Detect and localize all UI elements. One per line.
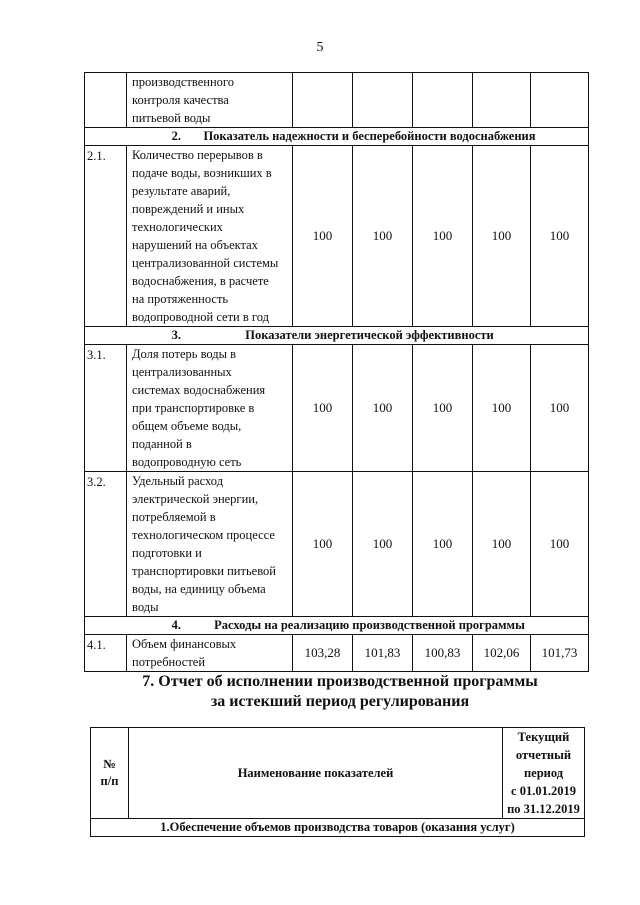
- value-cell: [413, 73, 473, 128]
- text-line: централизованных: [132, 365, 232, 379]
- table-row: [85, 472, 589, 617]
- text-line: электрической энергии,: [132, 492, 259, 506]
- header-line: по 31.12.2019: [507, 802, 580, 816]
- indicator-name-cell: [127, 73, 293, 128]
- column-header-number: [91, 728, 129, 819]
- value-cell: [353, 73, 413, 128]
- column-header-name: Наименование показателей: [129, 728, 503, 819]
- text-line: подготовки и: [132, 546, 202, 560]
- indicator-name-cell: [127, 345, 293, 472]
- table-row: [85, 345, 589, 472]
- value-cell: 101,83: [353, 635, 413, 672]
- header-line: с 01.01.2019: [511, 784, 576, 798]
- section-header-row: [91, 819, 585, 837]
- table-header-row: [91, 728, 585, 819]
- value-cell: 100: [473, 472, 531, 617]
- text-line: результате аварий,: [132, 184, 231, 198]
- text-line: Удельный расход: [132, 474, 224, 488]
- row-number-cell: 4.1.: [85, 635, 127, 672]
- text-line: централизованной системы: [132, 256, 279, 270]
- text-line: водопроводной сети в год: [132, 310, 269, 324]
- text-line: общем объеме воды,: [132, 419, 242, 433]
- value-cell: 100: [353, 146, 413, 327]
- text-line: Количество перерывов в: [132, 148, 263, 162]
- text-line: производственного: [132, 75, 234, 89]
- indicators-table: [84, 72, 589, 672]
- value-cell: [293, 73, 353, 128]
- section-title: Показатель надежности и бесперебойности водоснабжения: [203, 129, 536, 143]
- text-line: Доля потерь воды в: [132, 347, 237, 361]
- indicator-name-cell: [127, 472, 293, 617]
- text-line: технологическом процессе: [132, 528, 275, 542]
- section-header-cell: 1.Обеспечение объемов производства товаров (оказания услуг): [91, 819, 585, 837]
- text-line: потребностей: [132, 655, 206, 669]
- section-number: 2.: [171, 129, 181, 143]
- row-number-cell: [85, 73, 127, 128]
- section-number: 4.: [171, 618, 181, 632]
- text-line: водопроводную сеть: [132, 455, 242, 469]
- value-cell: 100: [293, 345, 353, 472]
- text-line: нарушений на объектах: [132, 238, 258, 252]
- header-line: п/п: [100, 774, 119, 788]
- value-cell: [531, 73, 589, 128]
- value-cell: 100: [293, 146, 353, 327]
- value-cell: 101,73: [531, 635, 589, 672]
- section-title: Показатели энергетической эффективности: [245, 328, 494, 342]
- indicator-name-cell: [127, 146, 293, 327]
- text-line: транспортировки питьевой: [132, 564, 276, 578]
- text-line: подаче воды, возникших в: [132, 166, 272, 180]
- header-line: Текущий: [517, 730, 570, 744]
- text-line: водоснабжения, в расчете: [132, 274, 269, 288]
- section-header-row: [85, 128, 589, 146]
- text-line: повреждений и иных: [132, 202, 245, 216]
- value-cell: 103,28: [293, 635, 353, 672]
- section-title: Расходы на реализацию производственной программы: [214, 618, 525, 632]
- text-line: при транспортировке в: [132, 401, 255, 415]
- value-cell: 100: [353, 472, 413, 617]
- value-cell: 100: [353, 345, 413, 472]
- text-line: Объем финансовых: [132, 637, 237, 651]
- section-header-cell: [85, 327, 589, 345]
- heading-line: за истекший период регулирования: [210, 693, 470, 710]
- row-number-cell: 2.1.: [85, 146, 127, 327]
- section-header-cell: [85, 128, 589, 146]
- table-row: [85, 73, 589, 128]
- report-table: [90, 727, 585, 837]
- text-line: питьевой воды: [132, 111, 211, 125]
- page-number: 5: [316, 40, 324, 55]
- text-line: контроля качества: [132, 93, 229, 107]
- text-line: на протяженность: [132, 292, 229, 306]
- value-cell: 100: [473, 146, 531, 327]
- value-cell: 100: [413, 146, 473, 327]
- value-cell: 100: [531, 146, 589, 327]
- text-line: технологических: [132, 220, 223, 234]
- indicator-name-cell: [127, 635, 293, 672]
- value-cell: [473, 73, 531, 128]
- header-line: №: [103, 757, 116, 771]
- value-cell: 100: [293, 472, 353, 617]
- section-number: 3.: [171, 328, 181, 342]
- text-line: поданной в: [132, 437, 192, 451]
- value-cell: 100: [473, 345, 531, 472]
- header-line: период: [523, 766, 564, 780]
- section-header-row: [85, 327, 589, 345]
- section-header-row: [85, 617, 589, 635]
- value-cell: 100: [413, 345, 473, 472]
- value-cell: 100,83: [413, 635, 473, 672]
- heading-line: 7. Отчет об исполнении производственной программы: [142, 673, 538, 690]
- text-line: системах водоснабжения: [132, 383, 266, 397]
- value-cell: 100: [531, 345, 589, 472]
- text-line: воды: [132, 600, 159, 614]
- header-line: отчетный: [515, 748, 572, 762]
- row-number-cell: 3.2.: [85, 472, 127, 617]
- text-line: потребляемой в: [132, 510, 216, 524]
- text-line: воды, на единицу объема: [132, 582, 266, 596]
- section-7-heading: [0, 672, 640, 712]
- table-row: [85, 635, 589, 672]
- section-header-cell: [85, 617, 589, 635]
- value-cell: 102,06: [473, 635, 531, 672]
- table-row: [85, 146, 589, 327]
- value-cell: 100: [413, 472, 473, 617]
- column-header-period: [503, 728, 585, 819]
- value-cell: 100: [531, 472, 589, 617]
- row-number-cell: 3.1.: [85, 345, 127, 472]
